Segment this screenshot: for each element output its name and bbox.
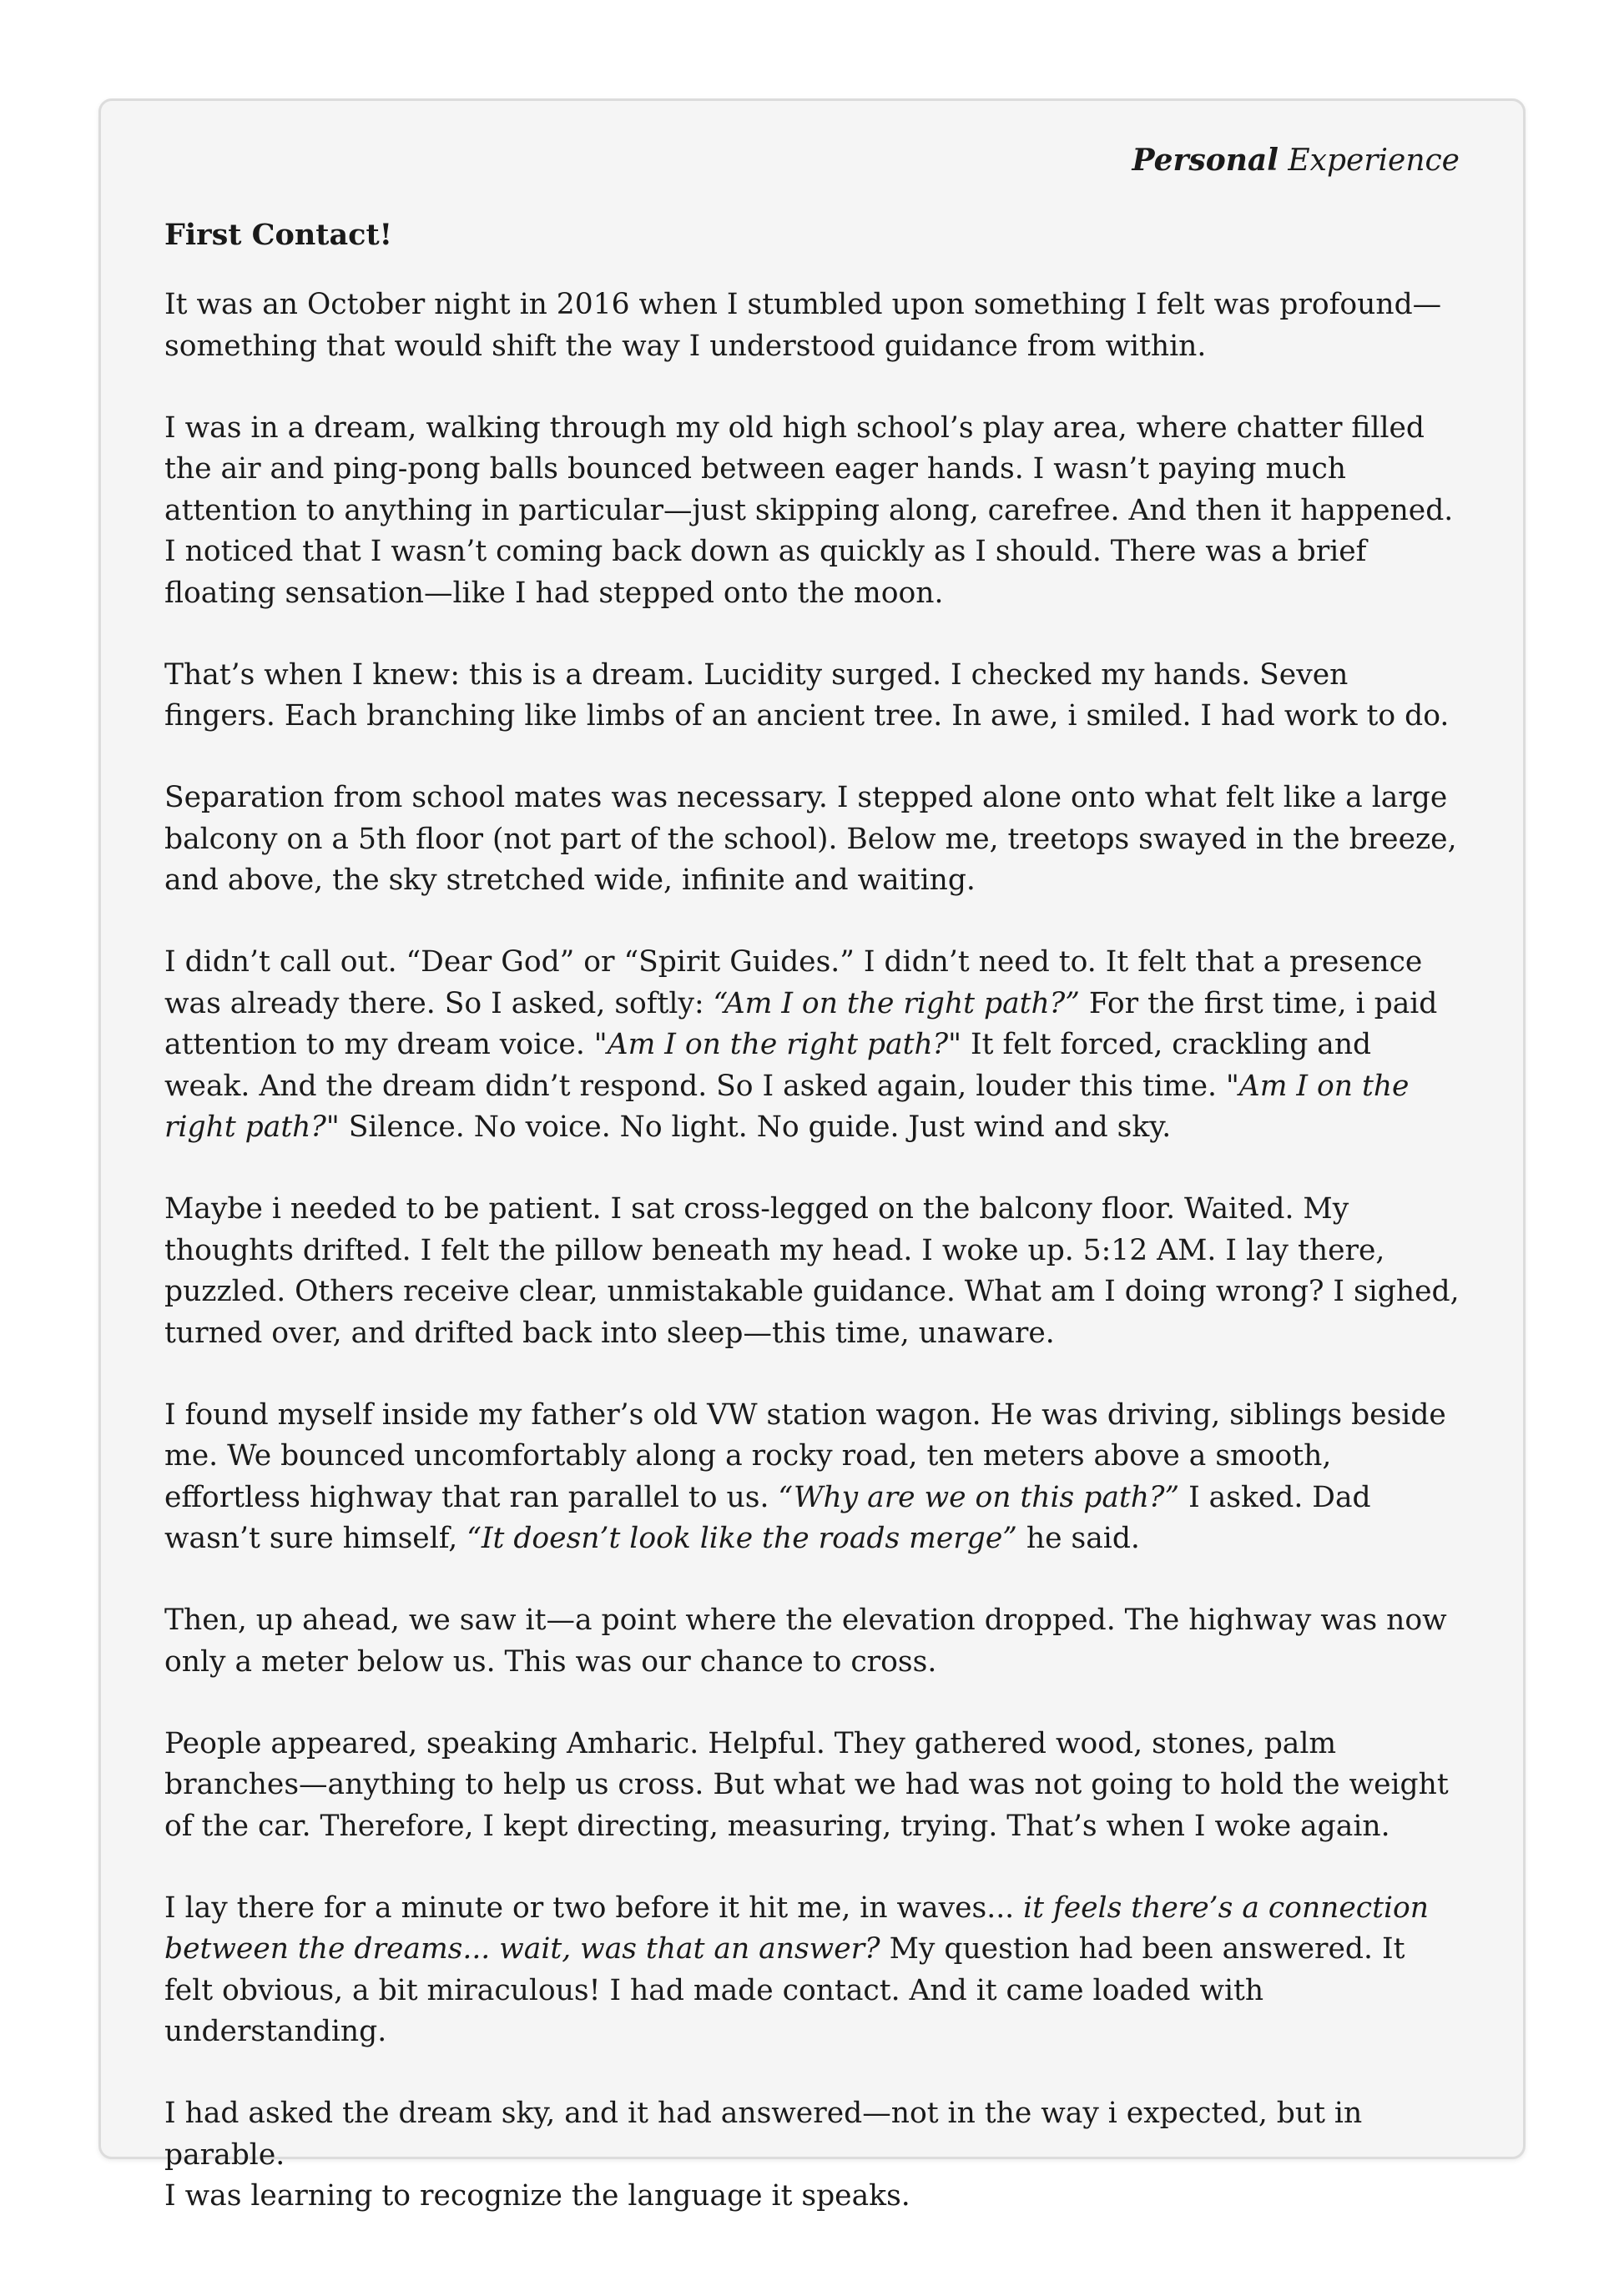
paragraph-1: It was an October night in 2016 when I stumbled upon something I felt was profound—something that would shift the way I understood guidance from within. <box>164 288 1442 363</box>
paragraph-5-quote-3: "Am I on the right path?" <box>164 1069 1410 1144</box>
paragraph-5-text-2: For the first time, i paid attention to my dream voice. <box>164 986 1438 1061</box>
paragraph-6: Maybe i needed to be patient. I sat cross-legged on the balcony floor. Waited. My thoughts drifted. I felt the pillow beneath my head. I woke up. 5:12 AM. I lay there, puzzled. Others receive clear, unmistakable guidance. What am I doing wrong? I sighed, turned over, and drifted back into sleep—this time, unaware. <box>164 1192 1460 1350</box>
paragraph-11-line-b: I was learning to recognize the language it speaks. <box>164 2179 910 2213</box>
section-label <box>1132 143 1460 179</box>
paragraph-10-text-1: I lay there for a minute or two before it hit me, in waves... <box>164 1891 1024 1925</box>
article-body <box>164 218 1460 2218</box>
paragraph-5 <box>164 942 1460 1149</box>
paragraph-7-quote-2: “It doesn’t look like the roads merge” <box>467 1522 1017 1555</box>
paragraph-7 <box>164 1395 1460 1560</box>
paragraph-10-italic: it feels there’s a connection between the dreams... wait, was that an answer? <box>164 1891 1430 1966</box>
paragraph-3: That’s when I knew: this is a dream. Lucidity surged. I checked my hands. Seven fingers. Each branching like limbs of an ancient tree. In awe, i smiled. I had work to do. <box>164 657 1450 733</box>
section-label-bold: Personal <box>1132 143 1279 178</box>
paragraph-11-line-a: I had asked the dream sky, and it had answered—not in the way i expected, but in parable. <box>164 2097 1363 2172</box>
paragraph-2 <box>164 408 1460 615</box>
paragraph-2-part-a: I was in a dream, walking through my old high school’s play area, where chatter filled the air and ping-pong balls bounced between eager hands. I wasn’t paying much attention to anything in particular—just skipping along, carefree. And then it happened. <box>164 410 1454 527</box>
paragraph-2-part-b: I noticed that I wasn’t coming back down as quickly as I should. There was a brief floating sensation—like I had stepped onto the moon. <box>164 535 1367 610</box>
paragraph-5-text-1: I didn’t call out. “Dear God” or “Spirit Guides.” I didn’t need to. It felt that a presence was already there. So I asked, softly: <box>164 945 1423 1020</box>
paragraph-8: Then, up ahead, we saw it—a point where the elevation dropped. The highway was now only a meter below us. This was our chance to cross. <box>164 1604 1447 1679</box>
paragraph-11 <box>164 2093 1460 2218</box>
article-title: First Contact! <box>164 218 392 252</box>
document-card <box>98 98 1526 2213</box>
paragraph-4: Separation from school mates was necessary. I stepped alone onto what felt like a large balcony on a 5th floor (not part of the school). Below me, treetops swayed in the breeze, and above, the sky stretched wide, infinite and waiting. <box>164 781 1457 897</box>
paragraph-5-quote-2: "Am I on the right path?" <box>593 1028 962 1061</box>
paragraph-7-quote-1: “Why are we on this path?” <box>778 1480 1180 1514</box>
section-label-rest: Experience <box>1288 144 1460 178</box>
paragraph-9: People appeared, speaking Amharic. Helpful. They gathered wood, stones, palm branches—anything to help us cross. But what we had was not going to hold the weight of the car. Therefore, I kept directing, measuring, trying. That’s when I woke again. <box>164 1726 1449 1843</box>
paragraph-7-text-3: he said. <box>1016 1522 1140 1555</box>
paragraph-5-text-3: It felt forced, crackling and weak. And the dream didn’t respond. So I asked again, louder this time. <box>164 1028 1372 1103</box>
paragraph-7-text-1: I found myself inside my father’s old VW station wagon. He was driving, siblings beside me. We bounced uncomfortably along a rocky road, ten meters above a smooth, effortless highway that ran parallel to us. <box>164 1397 1446 1514</box>
paragraph-10-text-2: My question had been answered. It felt obvious, a bit miraculous! I had made contact. And it came loaded with understanding. <box>164 1932 1405 2048</box>
paragraph-5-text-4: Silence. No voice. No light. No guide. Just wind and sky. <box>339 1110 1172 1144</box>
paragraph-5-quote-1: “Am I on the right path?” <box>713 986 1080 1020</box>
paragraph-7-text-2: I asked. Dad wasn’t sure himself, <box>164 1480 1371 1555</box>
paragraph-10 <box>164 1888 1460 2053</box>
